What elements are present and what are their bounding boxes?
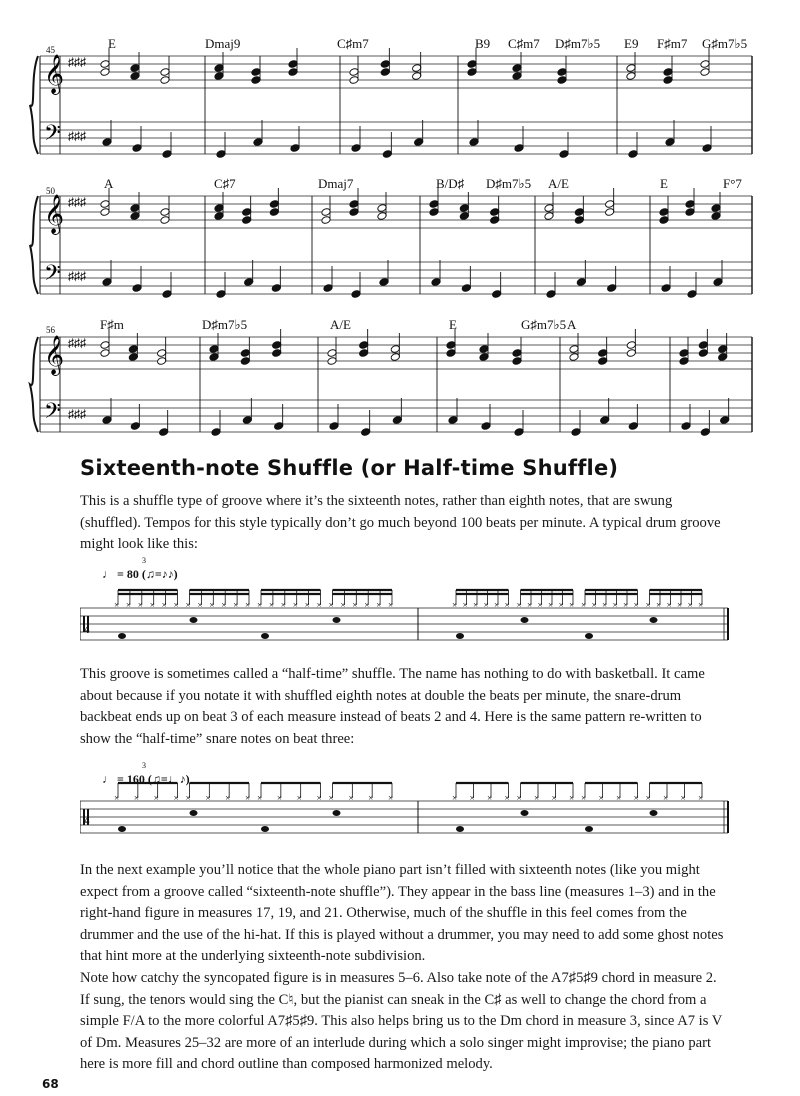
hihat-note: ×: [680, 793, 686, 803]
measure-number: 45: [46, 45, 55, 55]
hihat-note: ×: [133, 793, 139, 803]
hihat-note: ×: [388, 793, 394, 803]
hihat-note: ×: [114, 600, 120, 610]
treble-clef: 𝄞: [44, 196, 65, 233]
chord-symbol: C♯7: [214, 176, 236, 191]
snare-note: [521, 617, 529, 623]
hihat-note: ×: [221, 600, 227, 610]
hihat-note: ×: [197, 600, 203, 610]
chord-symbol: A/E: [548, 176, 569, 191]
kick-note: [118, 826, 126, 832]
treble-clef: 𝄞: [44, 337, 65, 374]
kick-note: [118, 633, 126, 639]
hihat-note: ×: [280, 600, 286, 610]
hihat-note: ×: [645, 600, 651, 610]
hihat-note: ×: [225, 793, 231, 803]
hihat-note: ×: [569, 793, 575, 803]
snare-note: [521, 810, 529, 816]
hihat-note: ×: [340, 600, 346, 610]
hihat-note: ×: [663, 793, 669, 803]
chord-symbol: G♯m7♭5: [702, 36, 748, 51]
key-signature: ♯♯♯: [68, 269, 86, 283]
piano-score: [0, 0, 800, 470]
chord-symbol: A/E: [330, 317, 351, 332]
chord-symbol: D♯m7♭5: [486, 176, 532, 191]
hihat-note: ×: [316, 793, 322, 803]
time-signature: 4: [84, 624, 90, 636]
chord-symbol: F♯m7: [657, 36, 688, 51]
hihat-note: ×: [328, 793, 334, 803]
triplet-mark: 3: [142, 761, 146, 770]
hihat-note: ×: [257, 600, 263, 610]
chord-symbol: B9: [475, 36, 491, 51]
snare-note: [650, 810, 658, 816]
hihat-note: ×: [245, 793, 251, 803]
chord-symbol: E: [660, 176, 668, 191]
hihat-note: ×: [504, 793, 510, 803]
hihat-note: ×: [173, 600, 179, 610]
hihat-note: ×: [534, 793, 540, 803]
hihat-note: ×: [623, 600, 629, 610]
hihat-note: ×: [698, 793, 704, 803]
key-signature: ♯♯♯: [68, 55, 86, 69]
hihat-note: ×: [173, 793, 179, 803]
chord-symbol: D♯m7♭5: [202, 317, 248, 332]
hihat-note: ×: [687, 600, 693, 610]
hihat-note: ×: [494, 600, 500, 610]
hihat-note: ×: [616, 793, 622, 803]
drum-example-2: [80, 761, 740, 860]
hihat-note: ×: [296, 793, 302, 803]
kick-note: [585, 826, 593, 832]
triplet-mark: 3: [142, 556, 146, 565]
hihat-note: ×: [598, 793, 604, 803]
section-title: Sixteenth-note Shuffle (or Half-time Shuffle): [80, 456, 619, 480]
hihat-note: ×: [452, 793, 458, 803]
time-signature: 4: [84, 815, 90, 827]
snare-note: [333, 810, 341, 816]
hihat-note: ×: [548, 600, 554, 610]
key-signature: ♯♯♯: [68, 129, 86, 143]
kick-note: [261, 633, 269, 639]
tempo-value: = 80: [117, 567, 139, 581]
hihat-note: ×: [452, 600, 458, 610]
brace: [30, 196, 38, 294]
hihat-note: ×: [364, 600, 370, 610]
hihat-note: ×: [276, 793, 282, 803]
chord-symbol: Dmaj9: [205, 36, 241, 51]
hihat-note: ×: [328, 600, 334, 610]
hihat-note: ×: [161, 600, 167, 610]
hihat-note: ×: [205, 793, 211, 803]
hihat-note: ×: [462, 600, 468, 610]
key-signature: ♯♯♯: [68, 407, 86, 421]
paragraph-4: Note how catchy the syncopated figure is in measures 5–6. Also take note of the A7♯5♯9 chord in measure 2. If sung, the tenors would sing the C♮, but the pianist can sneak in the C♯ as well to change the chord from a simple F/A to the more colorful A7♯5♯9. This also helps bring us to the Dm chord in measure 3, since A7 is V of Dm. Measures 25–32 are more of an interlude during which a solo singer might improvise; the piano part here is more fill and chord outline than composed harmonized melody.: [80, 970, 723, 1073]
hihat-note: ×: [368, 793, 374, 803]
hihat-note: ×: [209, 600, 215, 610]
chord-symbol: D♯m7♭5: [555, 36, 601, 51]
hihat-note: ×: [516, 793, 522, 803]
intro-paragraph: This is a shuffle type of groove where it’s the sixteenth notes, rather than eighth notes, that are swung (shuffled). Tempos for this style typically don’t go much beyond 100 beats per minute. A typical drum groove might look like this:: [80, 493, 721, 553]
hihat-note: ×: [551, 793, 557, 803]
measure-number: 50: [46, 186, 55, 196]
chord-symbol: C♯m7: [337, 36, 369, 51]
chord-symbol: E: [108, 36, 116, 51]
chord-symbol: C♯m7: [508, 36, 540, 51]
snare-note: [650, 617, 658, 623]
kick-note: [456, 826, 464, 832]
hihat-note: ×: [292, 600, 298, 610]
hihat-note: ×: [612, 600, 618, 610]
kick-note: [261, 826, 269, 832]
hihat-note: ×: [388, 600, 394, 610]
hihat-note: ×: [527, 600, 533, 610]
chord-symbol: F°7: [723, 176, 742, 191]
paragraph-2: This groove is sometimes called a “half-time” shuffle. The name has nothing to do with basketball. It came about because if you notate it with shuffled eighth notes at double the beats per minute, the snare-drum backbeat ends up on beat 3 of each measure instead of beats 2 and 4. Here is the same pattern re-written to show the “half-time” snare notes on beat three:: [80, 666, 705, 747]
drum-staff: [80, 560, 740, 655]
hihat-note: ×: [125, 600, 131, 610]
chord-symbol: G♯m7♭5: [521, 317, 567, 332]
hihat-note: ×: [473, 600, 479, 610]
snare-note: [190, 810, 198, 816]
snare-note: [190, 617, 198, 623]
brace: [30, 337, 38, 432]
hihat-note: ×: [537, 600, 543, 610]
hihat-note: ×: [516, 600, 522, 610]
hihat-note: ×: [114, 793, 120, 803]
hihat-note: ×: [185, 600, 191, 610]
hihat-note: ×: [581, 600, 587, 610]
chord-symbol: A: [567, 317, 577, 332]
paragraph-3: In the next example you’ll notice that the whole piano part isn’t filled with sixteenth notes (like you might expect from a groove called “sixteenth-note shuffle”). They appear in the bass line (measures 1–3) and in the right-hand figure in measures 17, 19, and 21. Otherwise, much of the shuffle in this feel comes from the drummer and the use of the hi-hat. If this is played without a drummer, you may need to add some ghost notes that hint more at the underlying sixteenth-note subdivision.: [80, 862, 724, 965]
hihat-note: ×: [633, 793, 639, 803]
hihat-note: ×: [257, 793, 263, 803]
hihat-note: ×: [352, 600, 358, 610]
chord-symbol: F♯m: [100, 317, 124, 332]
tempo-marking: ♩ = 80 (♫=♪♪): [102, 567, 178, 581]
hihat-note: ×: [348, 793, 354, 803]
hihat-note: ×: [569, 600, 575, 610]
chord-symbol: E9: [624, 36, 639, 51]
hihat-note: ×: [698, 600, 704, 610]
hihat-note: ×: [304, 600, 310, 610]
hihat-note: ×: [233, 600, 239, 610]
page-number: 68: [42, 1077, 59, 1091]
hihat-note: ×: [137, 600, 143, 610]
hihat-note: ×: [666, 600, 672, 610]
key-signature: ♯♯♯: [68, 195, 86, 209]
chord-symbol: E: [449, 317, 457, 332]
bass-clef: 𝄢: [44, 399, 61, 428]
chord-symbol: A: [104, 176, 114, 191]
hihat-note: ×: [591, 600, 597, 610]
score-staves: [0, 0, 800, 470]
drum-staff: [80, 765, 740, 860]
hihat-note: ×: [558, 600, 564, 610]
hihat-note: ×: [268, 600, 274, 610]
hihat-note: ×: [483, 600, 489, 610]
bass-clef: 𝄢: [44, 121, 61, 150]
treble-clef: 𝄞: [44, 56, 65, 93]
hihat-note: ×: [185, 793, 191, 803]
snare-note: [333, 617, 341, 623]
hihat-note: ×: [633, 600, 639, 610]
chord-symbol: B/D♯: [436, 176, 465, 191]
key-signature: ♯♯♯: [68, 336, 86, 350]
hihat-note: ×: [581, 793, 587, 803]
hihat-note: ×: [504, 600, 510, 610]
tempo-value: = 160: [117, 772, 145, 786]
bass-clef: 𝄢: [44, 261, 61, 290]
tempo-marking: ♩ = 160 (♫=♩♪): [102, 772, 190, 786]
hihat-note: ×: [316, 600, 322, 610]
hihat-note: ×: [677, 600, 683, 610]
hihat-note: ×: [149, 600, 155, 610]
hihat-note: ×: [469, 793, 475, 803]
kick-note: [456, 633, 464, 639]
kick-note: [585, 633, 593, 639]
hihat-note: ×: [376, 600, 382, 610]
brace: [30, 56, 38, 154]
hihat-note: ×: [245, 600, 251, 610]
hihat-note: ×: [153, 793, 159, 803]
hihat-note: ×: [656, 600, 662, 610]
hihat-note: ×: [487, 793, 493, 803]
hihat-note: ×: [602, 600, 608, 610]
chord-symbol: Dmaj7: [318, 176, 354, 191]
hihat-note: ×: [645, 793, 651, 803]
drum-example-1: [80, 556, 740, 655]
measure-number: 56: [46, 325, 55, 335]
